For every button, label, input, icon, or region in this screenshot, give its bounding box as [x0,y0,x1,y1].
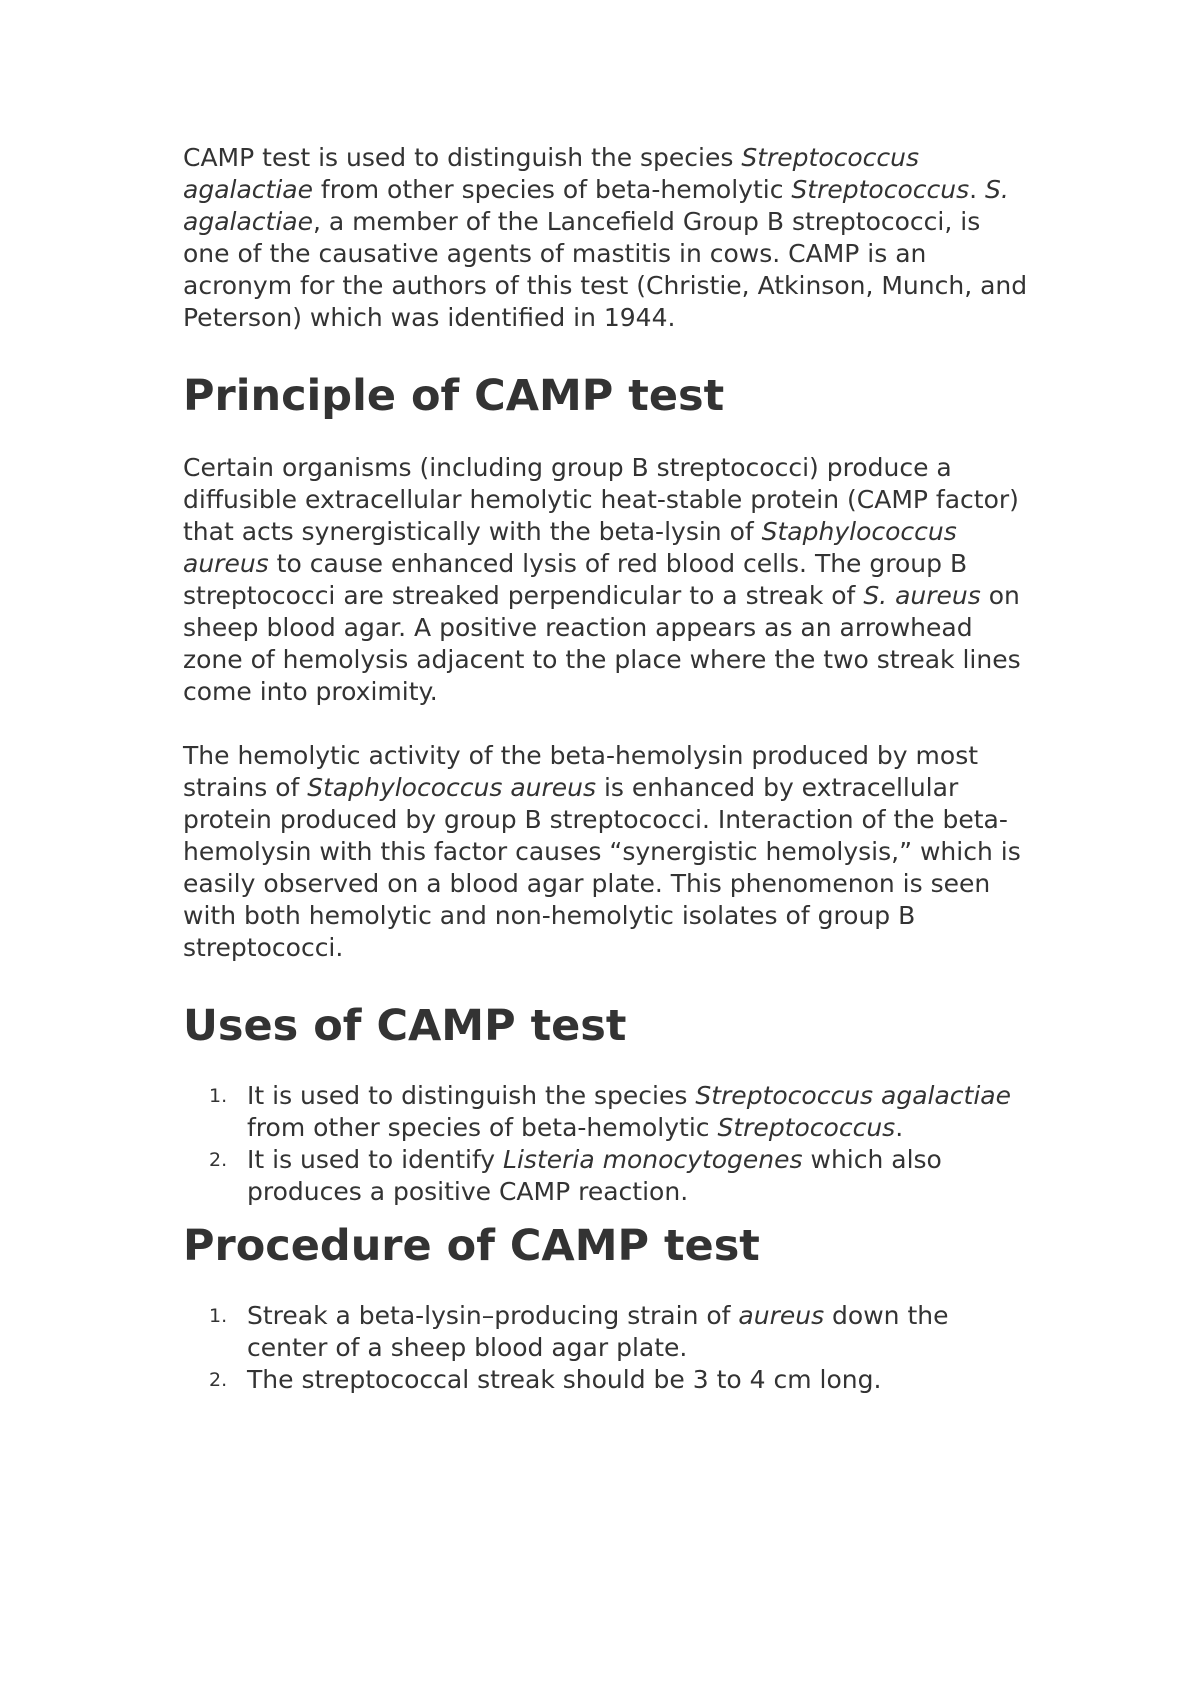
intro-text: from other species of beta-hemolytic [312,175,792,204]
paragraph-text: The hemolytic activity of the beta-hemolysin produced by most strains of [183,741,979,802]
list-text: Streak a beta-lysin–producing strain of [247,1301,739,1330]
list-number: 1. [209,1305,228,1327]
intro-text: CAMP test is used to distinguish the species [183,143,742,172]
list-number: 2. [209,1369,228,1391]
list-text: down the center of a sheep blood agar plate. [247,1301,949,1362]
species-name: Listeria monocytogenes [503,1145,803,1174]
genus-name: Streptococcus [791,175,970,204]
species-name: Streptococcus agalactiae [183,143,920,204]
list-text: It is used to identify [247,1145,504,1174]
procedure-heading: Procedure of CAMP test [183,1221,760,1271]
intro-text: , a member of the Lancefield Group B streptococci, is one of the causative agents of mastitis in cows. CAMP is an acronym for the authors of this test (Christie, Atkinson, Munch, and Peterson) which was identified in 1944. [183,207,1028,332]
principle-heading: Principle of CAMP test [183,371,725,421]
principle-paragraph-2 [183,740,1033,964]
paragraph-text: on sheep blood agar. A positive reaction appears as an arrowhead zone of hemolysis adjacent to the place where the two streak lines come into proximity. [183,581,1021,706]
principle-paragraph-1 [183,452,1033,708]
intro-paragraph [183,142,1033,334]
uses-heading: Uses of CAMP test [183,1001,627,1051]
list-text: which also produces a positive CAMP reaction. [247,1145,942,1206]
list-item [183,1300,1033,1364]
paragraph-text: to cause enhanced lysis of red blood cells. The group B streptococci are streaked perpendicular to a streak of [183,549,968,610]
list-item [183,1364,1033,1396]
list-number: 2. [209,1149,228,1171]
document-page [183,142,1033,1396]
species-name: Staphylococcus aureus [307,773,597,802]
species-name: Streptococcus agalactiae [695,1081,1011,1110]
paragraph-text: Certain organisms (including group B streptococci) produce a diffusible extracellular hemolytic heat-stable protein (CAMP factor) that acts synergistically with the beta-lysin of [183,453,1019,546]
list-text: The streptococcal streak should be 3 to 4 cm long. [247,1365,882,1394]
list-number: 1. [209,1085,228,1107]
intro-text: . [969,175,986,204]
list-text: from other species of beta-hemolytic [247,1113,718,1142]
species-abbrev: S. agalactiae [183,175,1009,236]
genus-name: Streptococcus [717,1113,896,1142]
list-item [183,1144,1033,1208]
uses-list [183,1080,1033,1208]
list-item [183,1080,1033,1144]
species-name: Staphylococcus aureus [183,517,957,578]
species-name: aureus [738,1301,825,1330]
list-text: It is used to distinguish the species [247,1081,696,1110]
paragraph-text: is enhanced by extracellular protein produced by group B streptococci. Interaction of the beta-hemolysin with this factor causes “synergistic hemolysis,” which is easily observed on a blood agar plate. This phenomenon is seen with both hemolytic and non-hemolytic isolates of group B streptococci. [183,773,1021,962]
procedure-list [183,1300,1033,1396]
species-abbrev: S. aureus [863,581,981,610]
list-text: . [895,1113,904,1142]
